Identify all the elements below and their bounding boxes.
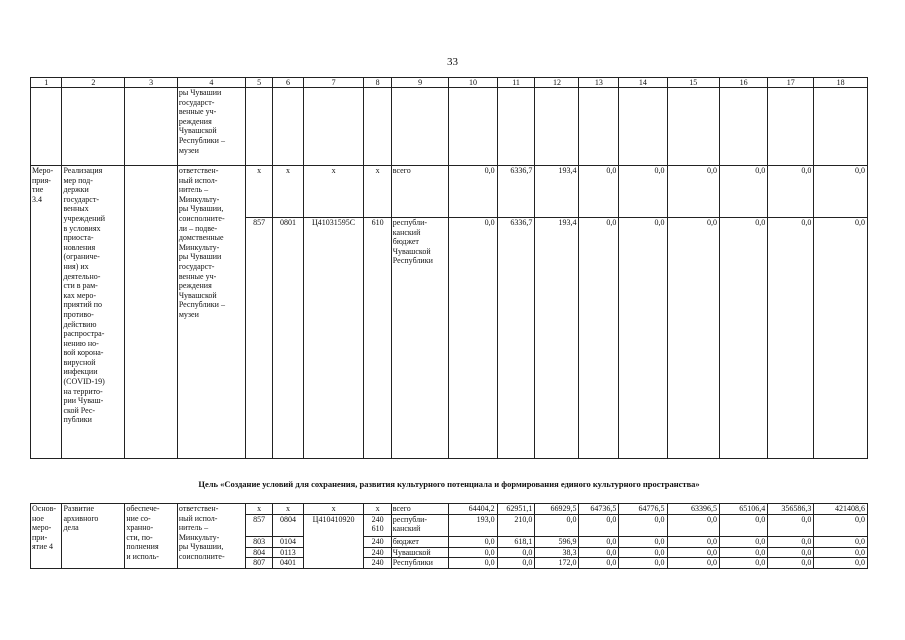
value-cell: 0,0 bbox=[667, 514, 719, 537]
measure-number-cell: Меро- прия- тие 3.4 bbox=[31, 166, 62, 459]
cell: 240 bbox=[364, 547, 391, 558]
cell: Ц410410920 bbox=[303, 514, 364, 568]
value-cell: 596,9 bbox=[535, 537, 579, 548]
value-cell: 0,0 bbox=[579, 166, 619, 218]
value-cell: 0,0 bbox=[579, 537, 619, 548]
value-cell: 0,0 bbox=[449, 166, 497, 218]
cell: республи- канский bbox=[391, 514, 449, 537]
header-cell: 11 bbox=[497, 78, 535, 88]
value-cell: 421408,6 bbox=[814, 504, 868, 515]
table-row bbox=[31, 166, 868, 218]
value-cell: 0,0 bbox=[579, 514, 619, 537]
value-cell: 0,0 bbox=[768, 547, 814, 558]
value-cell: 0,0 bbox=[449, 558, 497, 569]
cell: 0113 bbox=[273, 547, 303, 558]
value-cell: 0,0 bbox=[814, 537, 868, 548]
cell: 857 bbox=[245, 218, 272, 459]
executor-cell: ответствен- ный испол- нитель – Минкульту- ры Чувашии, соисполните- bbox=[177, 504, 245, 569]
value-cell: 0,0 bbox=[619, 547, 667, 558]
header-cell: 15 bbox=[667, 78, 719, 88]
value-cell: 6336,7 bbox=[497, 218, 535, 459]
value-cell: 356586,3 bbox=[768, 504, 814, 515]
cell: бюджет bbox=[391, 537, 449, 548]
cell: x bbox=[303, 166, 364, 218]
value-cell: 6336,7 bbox=[497, 166, 535, 218]
executor-cell: ответствен- ный испол- нитель – Минкульту- ры Чувашии, соисполните- ли – подве- домственные Минкульту- ры Чувашии государст- венные уч- реждения Чувашской Республики – музеи bbox=[177, 166, 245, 459]
header-cell: 7 bbox=[303, 78, 364, 88]
value-cell: 0,0 bbox=[619, 537, 667, 548]
value-cell: 0,0 bbox=[719, 558, 767, 569]
goal-title: Цель «Создание условий для сохранения, развития культурного потенциала и формирования единого культурного пространства» bbox=[198, 479, 700, 489]
value-cell: 0,0 bbox=[814, 514, 868, 537]
value-cell: 193,0 bbox=[449, 514, 497, 537]
value-cell: 0,0 bbox=[719, 166, 767, 218]
value-cell: 0,0 bbox=[579, 218, 619, 459]
header-cell: 13 bbox=[579, 78, 619, 88]
value-cell: 0,0 bbox=[814, 547, 868, 558]
value-cell: 65106,4 bbox=[719, 504, 767, 515]
cell: x bbox=[364, 504, 391, 515]
value-cell: 63396,5 bbox=[667, 504, 719, 515]
value-cell: 210,0 bbox=[497, 514, 535, 537]
value-cell: 38,3 bbox=[535, 547, 579, 558]
header-cell: 17 bbox=[768, 78, 814, 88]
cell: x bbox=[303, 504, 364, 515]
cell: 0104 bbox=[273, 537, 303, 548]
header-cell: 2 bbox=[62, 78, 125, 88]
value-cell: 64776,5 bbox=[619, 504, 667, 515]
header-cell: 3 bbox=[125, 78, 177, 88]
header-cell: 16 bbox=[719, 78, 767, 88]
value-cell: 0,0 bbox=[667, 166, 719, 218]
header-cell: 9 bbox=[391, 78, 449, 88]
value-cell: 0,0 bbox=[768, 218, 814, 459]
cell: 240 610 bbox=[364, 514, 391, 537]
value-cell: 0,0 bbox=[497, 547, 535, 558]
cell: x bbox=[364, 166, 391, 218]
measure-goal-cell bbox=[125, 166, 177, 459]
value-cell: 0,0 bbox=[719, 514, 767, 537]
table-row bbox=[31, 504, 868, 515]
cell: 0804 bbox=[273, 514, 303, 537]
header-cell: 8 bbox=[364, 78, 391, 88]
value-cell: 0,0 bbox=[497, 558, 535, 569]
value-cell: 0,0 bbox=[619, 218, 667, 459]
cell: 240 bbox=[364, 537, 391, 548]
header-cell: 14 bbox=[619, 78, 667, 88]
value-cell: 0,0 bbox=[579, 547, 619, 558]
value-cell: 0,0 bbox=[719, 547, 767, 558]
value-cell: 0,0 bbox=[719, 537, 767, 548]
header-cell: 18 bbox=[814, 78, 868, 88]
value-cell: 0,0 bbox=[814, 558, 868, 569]
value-cell: 0,0 bbox=[814, 218, 868, 459]
measure-title-cell: Развитие архивного дела bbox=[62, 504, 125, 569]
value-cell: 66929,5 bbox=[535, 504, 579, 515]
header-cell: 10 bbox=[449, 78, 497, 88]
cell: x bbox=[273, 504, 303, 515]
cell: x bbox=[245, 166, 272, 218]
value-cell: 0,0 bbox=[667, 558, 719, 569]
value-cell: 618,1 bbox=[497, 537, 535, 548]
value-cell: 0,0 bbox=[719, 218, 767, 459]
header-row bbox=[31, 78, 868, 88]
cell: 0801 bbox=[273, 218, 303, 459]
value-cell: 0,0 bbox=[667, 537, 719, 548]
header-cell: 1 bbox=[31, 78, 62, 88]
value-cell: 193,4 bbox=[535, 166, 579, 218]
value-cell: 0,0 bbox=[667, 218, 719, 459]
measure-title-cell: Реализация мер под- держки государст- венных учреждений в условиях приоста- новления (ограниче- ния) их деятельно- сти в рам- ках меро- приятий по противо- действию распростра- нению но- вой корона- вирусной инфекции (COVID-19) на террито- рии Чуваш- ской Рес- публики bbox=[62, 166, 125, 459]
value-cell: 0,0 bbox=[768, 558, 814, 569]
value-cell: 62951,1 bbox=[497, 504, 535, 515]
cell: 807 bbox=[245, 558, 272, 569]
header-cell: 12 bbox=[535, 78, 579, 88]
cell: x bbox=[245, 504, 272, 515]
value-cell: 0,0 bbox=[619, 558, 667, 569]
value-cell: 0,0 bbox=[535, 514, 579, 537]
value-cell: 0,0 bbox=[768, 166, 814, 218]
header-cell: 5 bbox=[245, 78, 272, 88]
executor-cell: ры Чувашии государст- венные уч- реждения Чувашской Республики – музеи bbox=[177, 88, 245, 166]
measure-number-cell: Основ- ное меро- при- ятие 4 bbox=[31, 504, 62, 569]
cell: республи- канский бюджет Чувашской Республики bbox=[391, 218, 449, 459]
cell: всего bbox=[391, 504, 449, 515]
cell: x bbox=[273, 166, 303, 218]
value-cell: 0,0 bbox=[619, 514, 667, 537]
cell: 240 bbox=[364, 558, 391, 569]
cell: 857 bbox=[245, 514, 272, 537]
continuation-row bbox=[31, 88, 868, 166]
cell: 803 bbox=[245, 537, 272, 548]
value-cell: 0,0 bbox=[667, 547, 719, 558]
value-cell: 0,0 bbox=[768, 537, 814, 548]
value-cell: 0,0 bbox=[619, 166, 667, 218]
cell: всего bbox=[391, 166, 449, 218]
cell: Ц41031595С bbox=[303, 218, 364, 459]
measure-goal-cell: обеспече- ние со- хранно- сти, по- полнения и исполь- bbox=[125, 504, 177, 569]
header-cell: 4 bbox=[177, 78, 245, 88]
cell: 610 bbox=[364, 218, 391, 459]
value-cell: 64404,2 bbox=[449, 504, 497, 515]
cell: 0401 bbox=[273, 558, 303, 569]
program-table-lower bbox=[30, 503, 868, 569]
cell: Чувашской bbox=[391, 547, 449, 558]
value-cell: 64736,5 bbox=[579, 504, 619, 515]
value-cell: 172,0 bbox=[535, 558, 579, 569]
value-cell: 193,4 bbox=[535, 218, 579, 459]
header-cell: 6 bbox=[273, 78, 303, 88]
cell: 804 bbox=[245, 547, 272, 558]
cell: Республики bbox=[391, 558, 449, 569]
value-cell: 0,0 bbox=[449, 547, 497, 558]
value-cell: 0,0 bbox=[579, 558, 619, 569]
value-cell: 0,0 bbox=[449, 537, 497, 548]
value-cell: 0,0 bbox=[768, 514, 814, 537]
page-number: 33 bbox=[447, 56, 458, 68]
value-cell: 0,0 bbox=[814, 166, 868, 218]
program-table-upper bbox=[30, 77, 868, 459]
value-cell: 0,0 bbox=[449, 218, 497, 459]
